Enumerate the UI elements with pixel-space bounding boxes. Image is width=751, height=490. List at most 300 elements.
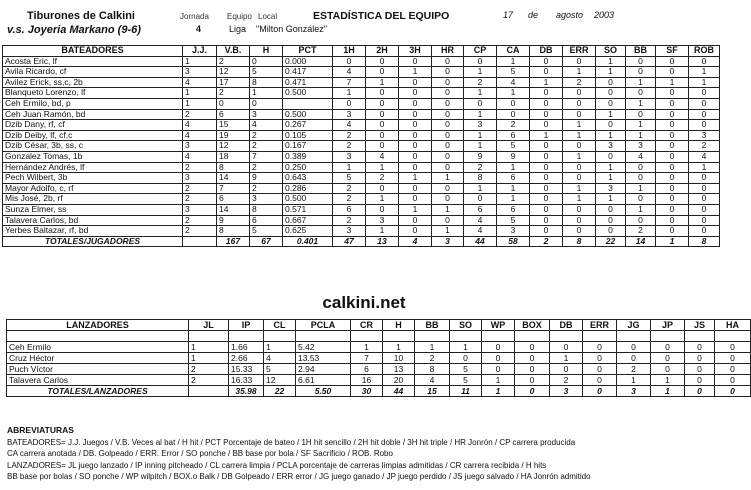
batting-stat-cell: 3 [250,109,283,120]
batting-stat-cell: 4 [333,67,366,78]
batting-stat-cell: 0 [432,141,464,152]
batting-column-header: ERR [563,46,596,57]
batting-stat-cell: 0 [596,98,626,109]
batting-stat-cell: 0 [464,194,497,205]
batting-stat-cell: 3 [366,215,399,226]
batting-stat-cell: 0 [366,56,399,67]
date-de: de [528,10,539,20]
batting-total-cell: 0.401 [283,236,333,247]
pitching-stat-cell: 1 [450,342,482,353]
batting-stat-cell: 0 [530,120,563,131]
batting-stat-cell: 2 [250,183,283,194]
batting-stat-cell: 0 [656,173,689,184]
batting-stat-cell: 0 [656,204,689,215]
pitching-stat-cell: 0 [651,353,685,364]
batting-stat-cell: 1 [563,151,596,162]
batting-stat-cell: 0.500 [283,88,333,99]
batting-stat-cell: 0 [399,183,432,194]
batting-stat-cell: 1 [366,226,399,237]
table-row [3,141,720,152]
pitching-spacer-cell [617,331,651,342]
batting-player-name: Dzib Deiby, lf, cf,c [3,130,183,141]
batting-stat-cell: 0 [530,151,563,162]
table-row [7,364,751,375]
table-row [3,151,720,162]
table-row [3,67,720,78]
batting-stat-cell: 4 [497,77,530,88]
pitching-spacer-cell [351,331,383,342]
pitching-stat-cell: 4 [264,353,296,364]
batting-stat-cell: 0 [689,98,720,109]
batting-stat-cell: 0 [689,204,720,215]
batting-stat-cell: 5 [497,215,530,226]
batting-stat-cell: 2 [183,162,217,173]
batting-total-cell: 3 [432,236,464,247]
pitching-stat-cell: 12 [264,375,296,386]
batting-stat-cell: 12 [217,141,250,152]
pitching-stat-cell: 1 [189,353,229,364]
batting-stat-cell: 0 [626,162,656,173]
pitching-player-name: Puch Víctor [7,364,189,375]
batting-stat-cell: 9 [497,151,530,162]
batting-stat-cell: 0 [250,98,283,109]
pitching-total-cell: 44 [383,386,415,397]
batting-total-cell: 8 [563,236,596,247]
batting-stat-cell: 0 [432,98,464,109]
batting-stat-cell: 1 [464,183,497,194]
batting-stat-cell: 0 [596,226,626,237]
pitching-spacer-cell [383,331,415,342]
abbreviations [7,425,725,483]
batting-stat-cell: 0.267 [283,120,333,131]
batting-stat-cell: 0 [626,88,656,99]
batting-stat-cell: 4 [183,130,217,141]
abbreviation-line: LANZADORES= JL juego lanzado / IP inning pitcheado / CL carrera limpia / PCLA porcentaje de carreras limpias admitidas / CR carrera recibida / H hits [7,460,547,470]
batting-stat-cell: 0 [530,109,563,120]
pitching-column-header: WP [482,320,515,331]
batting-stat-cell: 0 [596,77,626,88]
batting-stat-cell: 0.643 [283,173,333,184]
batting-stat-cell: 14 [217,173,250,184]
batting-player-name: Dzib Dany, rf, cf [3,120,183,131]
batting-stat-cell: 1 [530,130,563,141]
batting-stat-cell: 0 [464,56,497,67]
batting-stat-cell: 19 [217,130,250,141]
pitching-stat-cell: 1 [264,342,296,353]
batting-stat-cell: 1 [464,67,497,78]
pitching-stat-cell: 0 [685,353,715,364]
batting-stat-cell: 3 [464,120,497,131]
batting-stat-cell: 0 [656,67,689,78]
batting-stat-cell: 0 [563,56,596,67]
table-row [3,215,720,226]
batting-total-cell: 167 [217,236,250,247]
batting-stat-cell: 1 [366,194,399,205]
batting-column-header: 1H [333,46,366,57]
batting-stat-cell: 1 [689,67,720,78]
table-row [3,183,720,194]
batting-stat-cell: 5 [333,173,366,184]
pitching-stat-cell: 1 [550,353,583,364]
pitching-stat-cell: 15.33 [229,364,264,375]
pitching-spacer-cell [229,331,264,342]
pitching-stat-cell: 16.33 [229,375,264,386]
pitching-stat-cell: 0 [715,353,751,364]
pitching-spacer-cell [7,331,189,342]
batting-stat-cell: 0 [399,226,432,237]
batting-stat-cell: 2 [464,162,497,173]
pitching-column-header: JG [617,320,651,331]
table-row [3,120,720,131]
pitching-stat-cell: 5.42 [296,342,351,353]
batting-stat-cell: 1 [596,130,626,141]
batting-stat-cell: 0 [432,151,464,162]
batting-column-header: J.J. [183,46,217,57]
batting-stat-cell: 0 [530,183,563,194]
batting-stat-cell: 1 [626,183,656,194]
batting-stat-cell: 0 [432,120,464,131]
batting-stat-cell: 3 [689,130,720,141]
batting-total-cell: 8 [689,236,720,247]
pitching-column-header: JS [685,320,715,331]
batting-stat-cell: 0 [250,56,283,67]
pitching-stat-cell: 0 [685,342,715,353]
table-row [3,56,720,67]
batting-stat-cell: 0 [656,151,689,162]
pitching-column-header: JP [651,320,685,331]
table-row [3,204,720,215]
pitching-stat-cell: 0 [450,353,482,364]
pitching-stat-cell: 0 [715,342,751,353]
batting-stat-cell: 3 [183,67,217,78]
batting-stat-cell: 2 [183,194,217,205]
batting-stat-cell: 7 [250,151,283,162]
batting-stat-cell: 2 [333,130,366,141]
batting-stat-cell: 1 [399,173,432,184]
batting-stat-cell: 4 [689,151,720,162]
batting-stat-cell: 1 [464,141,497,152]
pitching-spacer-cell [715,331,751,342]
pitching-stat-cell: 5 [450,375,482,386]
batting-stat-cell: 2 [689,141,720,152]
batting-stat-cell: 4 [183,77,217,88]
pitching-stat-cell: 5 [264,364,296,375]
batting-stat-cell: 0.389 [283,151,333,162]
batting-total-cell: 1 [656,236,689,247]
batting-stat-cell: 3 [626,141,656,152]
batting-column-header: CP [464,46,497,57]
pitching-stat-cell: 10 [383,353,415,364]
batting-column-header: BATEADORES [3,46,183,57]
batting-stat-cell: 1 [333,162,366,173]
pitching-stat-cell: 0 [515,353,550,364]
batting-stat-cell: 0 [399,56,432,67]
batting-stat-cell: 1 [596,194,626,205]
batting-stat-cell: 1 [497,162,530,173]
pitching-stat-cell: 0 [583,375,617,386]
pitching-stat-cell: 0 [515,364,550,375]
batting-stat-cell: 2 [217,56,250,67]
pitching-stat-cell: 2.94 [296,364,351,375]
batting-stat-cell: 1 [333,88,366,99]
batting-stat-cell: 1 [563,130,596,141]
batting-stat-cell: 0 [399,162,432,173]
pitching-table [6,319,751,397]
batting-player-name: Avilez Erick, ss,c, 2b [3,77,183,88]
batting-stat-cell: 0 [596,151,626,162]
batting-stat-cell: 1 [464,109,497,120]
pitching-total-cell [189,386,229,397]
pitching-stat-cell: 0 [550,342,583,353]
pitching-stat-cell: 16 [351,375,383,386]
batting-stat-cell: 17 [217,77,250,88]
batting-stat-cell: 1 [596,56,626,67]
batting-player-name: Gonzalez Tomas, 1b [3,151,183,162]
batting-stat-cell: 2 [333,183,366,194]
batting-stat-cell: 1 [596,109,626,120]
batting-stat-cell: 0 [563,162,596,173]
batting-column-header: HR [432,46,464,57]
batting-stat-cell: 0 [432,183,464,194]
batting-stat-cell: 8 [217,226,250,237]
batting-stat-cell: 0 [656,162,689,173]
pitching-stat-cell: 0 [617,342,651,353]
pitching-spacer-cell [651,331,685,342]
batting-stat-cell: 3 [183,141,217,152]
pitching-total-cell: 11 [450,386,482,397]
batting-stat-cell: 4 [626,151,656,162]
pitching-stat-cell: 4 [415,375,450,386]
pitching-stat-cell: 0 [651,364,685,375]
abbreviation-line: BATEADORES= J.J. Juegos / V.B. Veces al bat / H hit / PCT Porcentaje de bateo / 1H hit sencillo / 2H hit doble / 3H hit triple / HR Jonrón / CP carrera producida [7,437,576,447]
batting-stat-cell: 0 [530,141,563,152]
batting-stat-cell: 7 [217,183,250,194]
batting-stat-cell: 0 [656,56,689,67]
batting-stat-cell: 0 [689,194,720,205]
pitching-stat-cell: 20 [383,375,415,386]
batting-stat-cell: 8 [464,173,497,184]
date-day: 17 [503,10,514,20]
pitching-column-header: BB [415,320,450,331]
batting-stat-cell: 0 [399,109,432,120]
table-row [3,162,720,173]
batting-stat-cell: 0 [656,183,689,194]
batting-stat-cell: 0 [366,183,399,194]
date-year: 2003 [594,10,615,20]
batting-stat-cell: 3 [596,141,626,152]
batting-stat-cell: 0 [563,88,596,99]
pitching-totals-row [7,386,751,397]
pitching-column-header: HA [715,320,751,331]
pitching-stat-cell: 13.53 [296,353,351,364]
pitching-stat-cell: 0 [685,375,715,386]
batting-stat-cell: 1 [689,77,720,88]
batting-stat-cell: 8 [217,162,250,173]
pitching-stat-cell: 8 [415,364,450,375]
pitching-stat-cell: 2 [550,375,583,386]
batting-stat-cell: 0 [366,204,399,215]
batting-stat-cell: 0 [656,141,689,152]
batting-stat-cell: 0 [689,120,720,131]
pitching-stat-cell: 0 [617,353,651,364]
batting-total-cell: 22 [596,236,626,247]
batting-stat-cell: 5 [250,67,283,78]
pitching-stat-cell: 6 [351,364,383,375]
pitching-stat-cell: 1 [383,342,415,353]
batting-total-cell: 4 [399,236,432,247]
batting-stat-cell: 1 [563,194,596,205]
date-month: agosto [556,10,584,20]
table-row [7,353,751,364]
batting-player-name: Talavera Carlos, bd [3,215,183,226]
batting-player-name: Ceh Ermilo, bd, p [3,98,183,109]
pitching-column-header: H [383,320,415,331]
batting-stat-cell: 0 [432,194,464,205]
batting-stat-cell: 0 [563,98,596,109]
batting-total-cell: 47 [333,236,366,247]
batting-stat-cell: 0 [399,77,432,88]
batting-stat-cell: 2 [250,130,283,141]
pitching-stat-cell: 0 [651,342,685,353]
batting-column-header: PCT [283,46,333,57]
table-row [3,194,720,205]
batting-stat-cell: 15 [217,120,250,131]
batting-total-cell: 67 [250,236,283,247]
batting-stat-cell: 0 [563,226,596,237]
pitching-stat-cell: 2 [617,364,651,375]
batting-player-name: Dzib César, 3b, ss, c [3,141,183,152]
pitching-stat-cell: 0 [515,342,550,353]
batting-stat-cell: 0 [656,88,689,99]
batting-stat-cell: 6 [464,204,497,215]
batting-column-header: CA [497,46,530,57]
batting-stat-cell: 6 [217,109,250,120]
batting-stat-cell: 2 [464,77,497,88]
batting-stat-cell: 1 [366,77,399,88]
batting-stat-cell: 0 [689,173,720,184]
batting-stat-cell: 6 [497,204,530,215]
table-row [7,375,751,386]
pitching-spacer-cell [583,331,617,342]
batting-stat-cell: 1 [626,130,656,141]
batting-stat-cell: 0 [432,67,464,78]
batting-stat-cell: 0 [530,162,563,173]
batting-stat-cell: 8 [250,77,283,88]
batting-stat-cell: 0 [656,109,689,120]
batting-column-header: 3H [399,46,432,57]
batting-column-header: DB [530,46,563,57]
batting-stat-cell: 1 [464,88,497,99]
batting-header-row [3,46,720,57]
batting-total-cell: 14 [626,236,656,247]
batting-stat-cell: 4 [183,151,217,162]
pitching-column-header: PCLA [296,320,351,331]
batting-column-header: 2H [366,46,399,57]
batting-stat-cell: 0 [530,67,563,78]
batting-column-header: SF [656,46,689,57]
batting-column-header: BB [626,46,656,57]
batting-stat-cell: 0.667 [283,215,333,226]
pitching-column-header: ERR [583,320,617,331]
team-name: Tiburones de Calkini [27,10,135,22]
batting-stat-cell: 0 [563,173,596,184]
pitching-total-cell: 15 [415,386,450,397]
batting-stat-cell: 1 [626,120,656,131]
batting-stat-cell: 0 [399,120,432,131]
batting-stat-cell: 2 [183,183,217,194]
batting-stat-cell: 0 [626,194,656,205]
batting-stat-cell: 4 [366,151,399,162]
pitching-stat-cell: 1.66 [229,342,264,353]
batting-stat-cell: 0 [626,109,656,120]
batting-stat-cell: 0 [689,215,720,226]
pitching-stat-cell: 7 [351,353,383,364]
table-row [3,173,720,184]
batting-stat-cell: 0 [596,120,626,131]
batting-stat-cell: 4 [333,120,366,131]
site-watermark: calkini.net [322,293,406,312]
pitching-spacer-cell [189,331,229,342]
batting-stat-cell: 0 [689,56,720,67]
batting-stat-cell: 0 [563,109,596,120]
batting-stat-cell: 0 [596,204,626,215]
batting-stat-cell: 1 [497,56,530,67]
batting-stat-cell: 0 [656,98,689,109]
batting-stat-cell: 2 [333,194,366,205]
batting-stat-cell: 1 [432,204,464,215]
pitching-stat-cell: 2 [189,364,229,375]
batting-stat-cell: 0 [497,109,530,120]
batting-stat-cell: 0 [626,56,656,67]
batting-player-name: Blanqueto Lorenzo, lf [3,88,183,99]
table-row [3,88,720,99]
table-row [3,130,720,141]
batting-stat-cell: 1 [250,88,283,99]
batting-stat-cell: 5 [497,141,530,152]
batting-stat-cell: 2 [183,215,217,226]
table-row [3,109,720,120]
batting-stat-cell: 6 [333,204,366,215]
batting-stat-cell: 0 [563,204,596,215]
pitching-spacer-cell [415,331,450,342]
pitching-column-header: IP [229,320,264,331]
pitching-header-row [7,320,751,331]
batting-stat-cell: 1 [183,56,217,67]
batting-stat-cell: 4 [464,215,497,226]
pitching-stat-cell: 2 [189,375,229,386]
batting-stat-cell: 0.500 [283,109,333,120]
pitching-spacer-row [7,331,751,342]
batting-stat-cell: 0 [432,77,464,88]
batting-player-name: Mis José, 2b, rf [3,194,183,205]
batting-column-header: SO [596,46,626,57]
batting-stat-cell: 3 [250,194,283,205]
pitching-total-cell: 0 [715,386,751,397]
batting-stat-cell: 1 [183,98,217,109]
batting-stat-cell: 0 [399,98,432,109]
batting-stat-cell: 0.471 [283,77,333,88]
batting-stat-cell: 0 [432,88,464,99]
batting-stat-cell: 2 [563,77,596,88]
batting-stat-cell: 1 [596,67,626,78]
batting-player-name: Mayor Adolfo, c, rf [3,183,183,194]
table-row [3,77,720,88]
table-row [3,98,720,109]
pitching-player-name: Talavera Carlos [7,375,189,386]
pitching-stat-cell: 1 [617,375,651,386]
batting-stat-cell [283,98,333,109]
pitching-stat-cell: 0 [583,342,617,353]
